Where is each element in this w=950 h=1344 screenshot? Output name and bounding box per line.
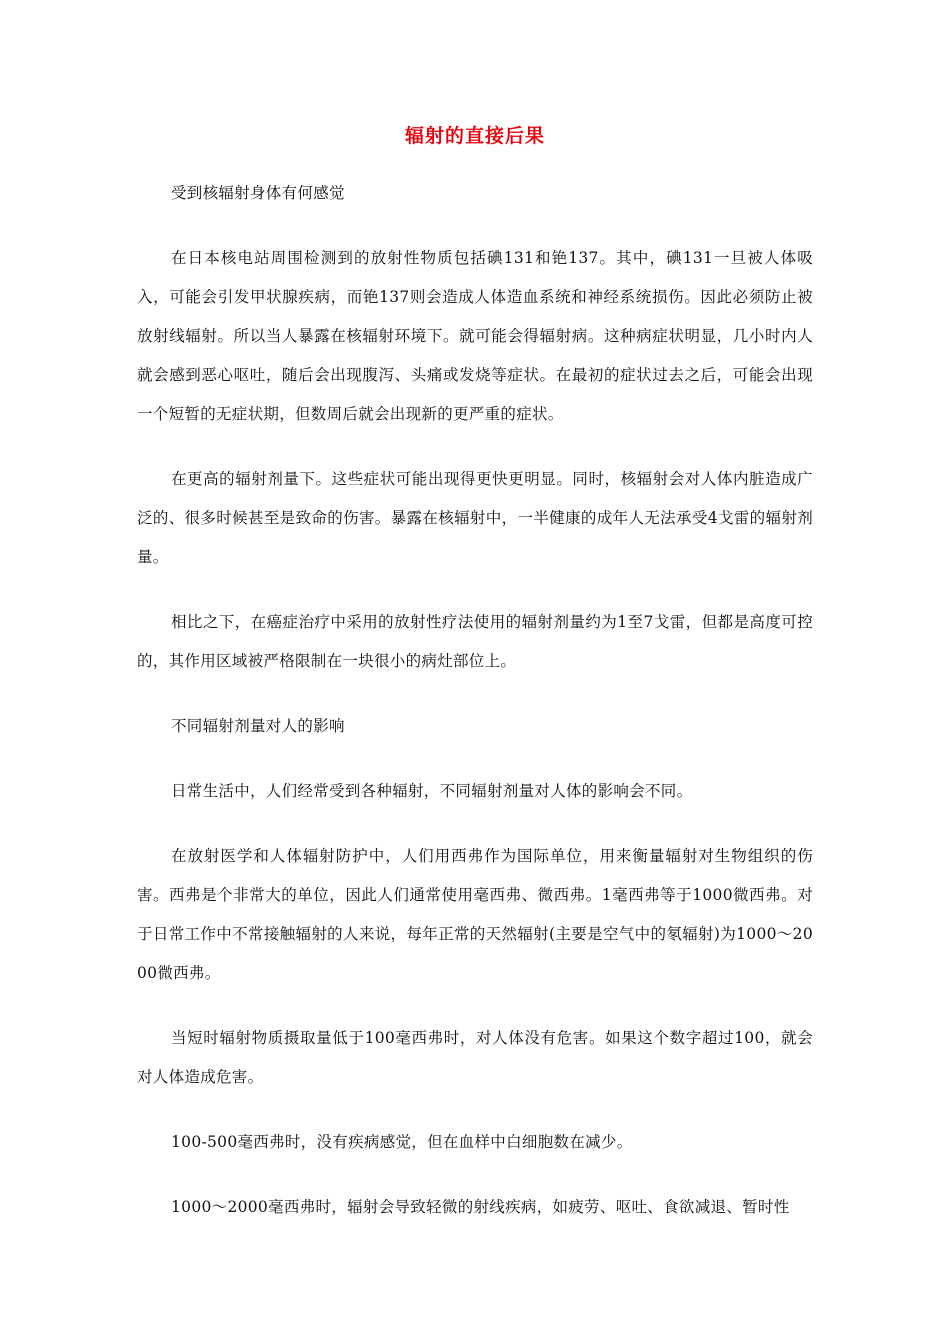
paragraph-sievert-unit: 在放射医学和人体辐射防护中，人们用西弗作为国际单位，用来衡量辐射对生物组织的伤害。西弗是个非常大的单位，因此人们通常使用毫西弗、微西弗。1毫西弗等于1000微西弗。对于日常工作中不常接触辐射的人来说，每年正常的天然辐射(主要是空气中的氡辐射)为1000～2000微西弗。 — [137, 847, 813, 982]
paragraph-radiotherapy: 相比之下，在癌症治疗中采用的放射性疗法使用的辐射剂量约为1至7戈雷，但都是高度可控的，其作用区域被严格限制在一块很小的病灶部位上。 — [137, 613, 813, 670]
paragraph-below-100: 当短时辐射物质摄取量低于100毫西弗时，对人体没有危害。如果这个数字超过100，就会对人体造成危害。 — [137, 1029, 813, 1086]
document-page — [137, 118, 813, 1253]
paragraph-daily-life: 日常生活中，人们经常受到各种辐射，不同辐射剂量对人体的影响会不同。 — [171, 782, 693, 800]
section-heading-dose-effects: 不同辐射剂量对人的影响 — [171, 717, 345, 735]
document-title: 辐射的直接后果 — [404, 125, 545, 147]
paragraph-100-500: 100-500毫西弗时，没有疾病感觉，但在血样中白细胞数在减少。 — [171, 1133, 633, 1151]
paragraph-1000-2000: 1000～2000毫西弗时，辐射会导致轻微的射线疾病，如疲劳、呕吐、食欲减退、暂时性 — [171, 1198, 790, 1216]
paragraph-radioactive-substances: 在日本核电站周围检测到的放射性物质包括碘131和铯137。其中，碘131一旦被人体吸入，可能会引发甲状腺疾病，而铯137则会造成人体造血系统和神经系统损伤。因此必须防止被放射线辐射。所以当人暴露在核辐射环境下。就可能会得辐射病。这种病症状明显，几小时内人就会感到恶心呕吐，随后会出现腹泻、头痛或发烧等症状。在最初的症状过去之后，可能会出现一个短暂的无症状期，但数周后就会出现新的更严重的症状。 — [137, 249, 813, 423]
paragraph-higher-dose: 在更高的辐射剂量下。这些症状可能出现得更快更明显。同时，核辐射会对人体内脏造成广泛的、很多时候甚至是致命的伤害。暴露在核辐射中，一半健康的成年人无法承受4戈雷的辐射剂量。 — [137, 470, 813, 566]
section-heading-body-feeling: 受到核辐射身体有何感觉 — [171, 184, 345, 202]
